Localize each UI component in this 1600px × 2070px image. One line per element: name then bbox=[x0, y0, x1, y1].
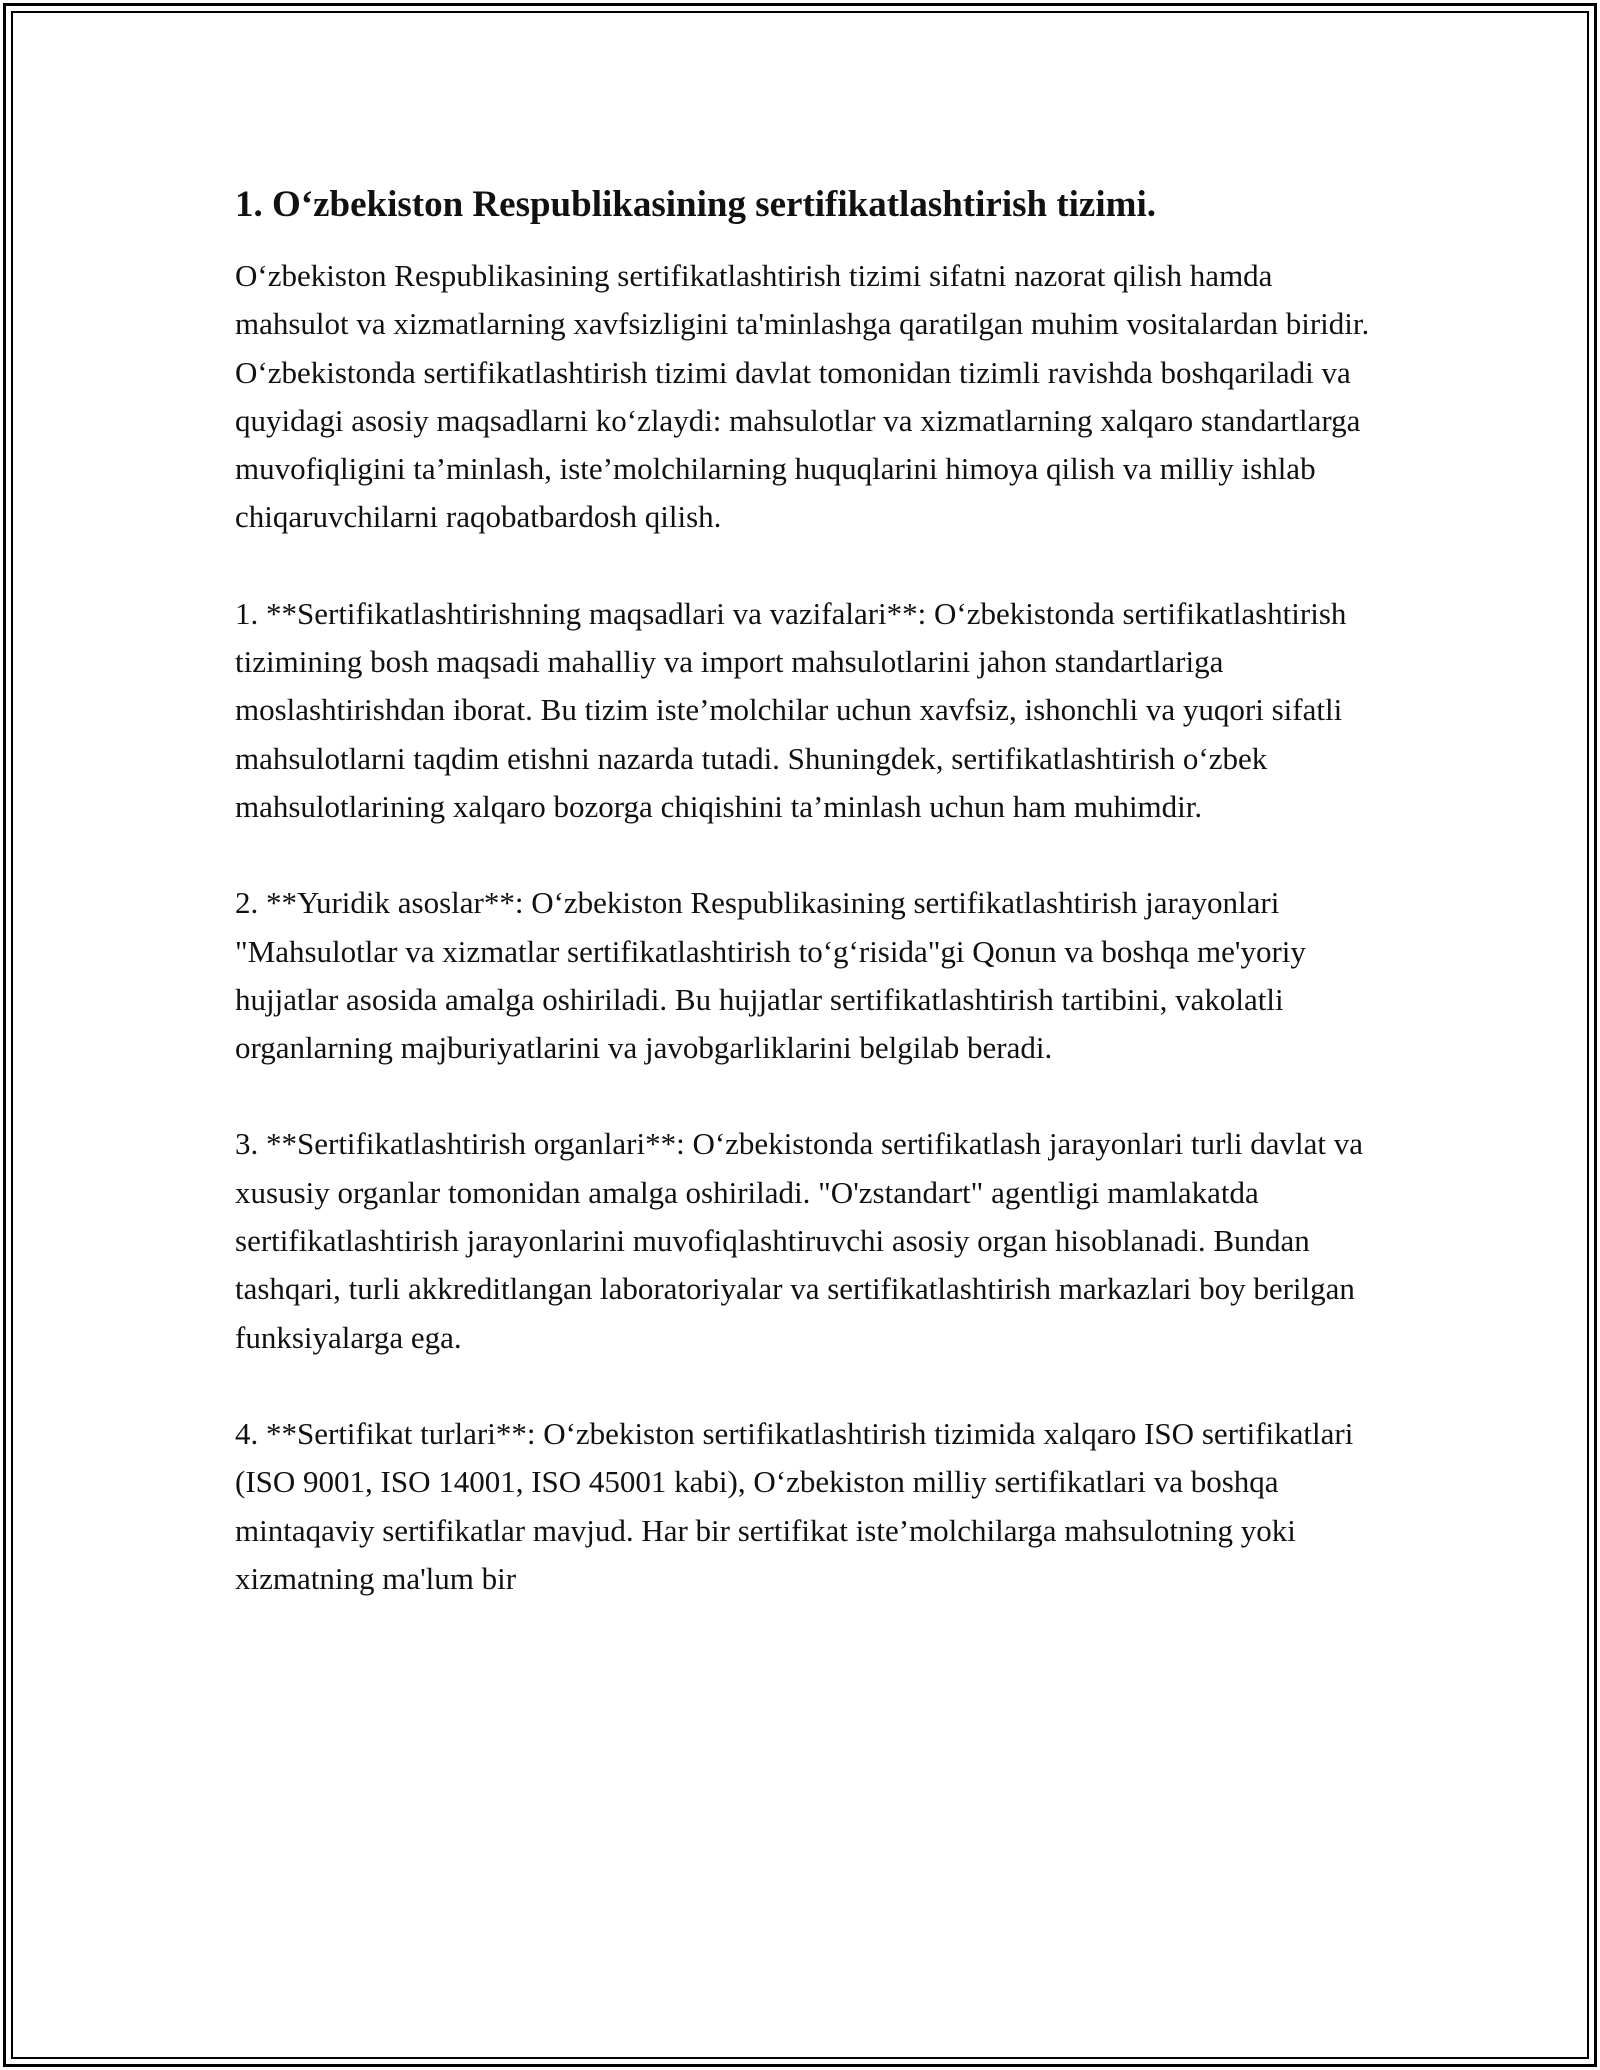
document-title: 1. O‘zbekiston Respublikasining sertifikatlashtirish tizimi. bbox=[235, 184, 1156, 225]
paragraph-certification-bodies: 3. **Sertifikatlashtirish organlari**: O‘zbekistonda sertifikatlash jarayonlari turli davlat va xususiy organlar tomonidan amalga oshiriladi. "O'zstandart" agentligi mamlakatda sertifikatlashtirish jarayonlarini muvofiqlashtiruvchi asosiy organ hisoblanadi. Bundan tashqari, turli akkreditlangan laboratoriyalar va sertifikatlashtirish markazlari boy berilgan funksiyalarga ega. bbox=[235, 1126, 1364, 1355]
intro-paragraph: O‘zbekiston Respublikasining sertifikatlashtirish tizimi sifatni nazorat qilish hamda mahsulot va xizmatlarning xavfsizligini ta'minlashga qaratilgan muhim vositalardan biridir. O‘zbekistonda sertifikatlashtirish tizimi davlat tomonidan tizimli ravishda boshqariladi va quyidagi asosiy maqsadlarni ko‘zlaydi: mahsulotlar va xizmatlarning xalqaro standartlarga muvofiqligini ta’minlash, iste’molchilarning huquqlarini himoya qilish va milliy ishlab chiqaruvchilarni raqobatbardosh qilish. bbox=[235, 258, 1370, 535]
document-body bbox=[235, 178, 1370, 1603]
paragraph-goals: 1. **Sertifikatlashtirishning maqsadlari va vazifalari**: O‘zbekistonda sertifikatlashtirish tizimining bosh maqsadi mahalliy va import mahsulotlarini jahon standartlariga moslashtirishdan iborat. Bu tizim iste’molchilar uchun xavfsiz, ishonchli va yuqori sifatli mahsulotlarni taqdim etishni nazarda tutadi. Shuningdek, sertifikatlashtirish o‘zbek mahsulotlarining xalqaro bozorga chiqishini ta’minlash uchun ham muhimdir. bbox=[235, 595, 1347, 824]
paragraph-legal-basis: 2. **Yuridik asoslar**: O‘zbekiston Respublikasining sertifikatlashtirish jarayonlari "Mahsulotlar va xizmatlar sertifikatlashtirish to‘g‘risida"gi Qonun va boshqa me'yoriy hujjatlar asosida amalga oshiriladi. Bu hujjatlar sertifikatlashtirish tartibini, vakolatli organlarning majburiyatlarini va javobgarliklarini belgilab beradi. bbox=[235, 885, 1306, 1066]
paragraph-certificate-types: 4. **Sertifikat turlari**: O‘zbekiston sertifikatlashtirish tizimida xalqaro ISO sertifikatlari (ISO 9001, ISO 14001, ISO 45001 kabi), O‘zbekiston milliy sertifikatlari va boshqa mintaqaviy sertifikatlar mavjud. Har bir sertifikat iste’molchilarga mahsulotning yoki xizmatning ma'lum bir bbox=[235, 1415, 1354, 1596]
